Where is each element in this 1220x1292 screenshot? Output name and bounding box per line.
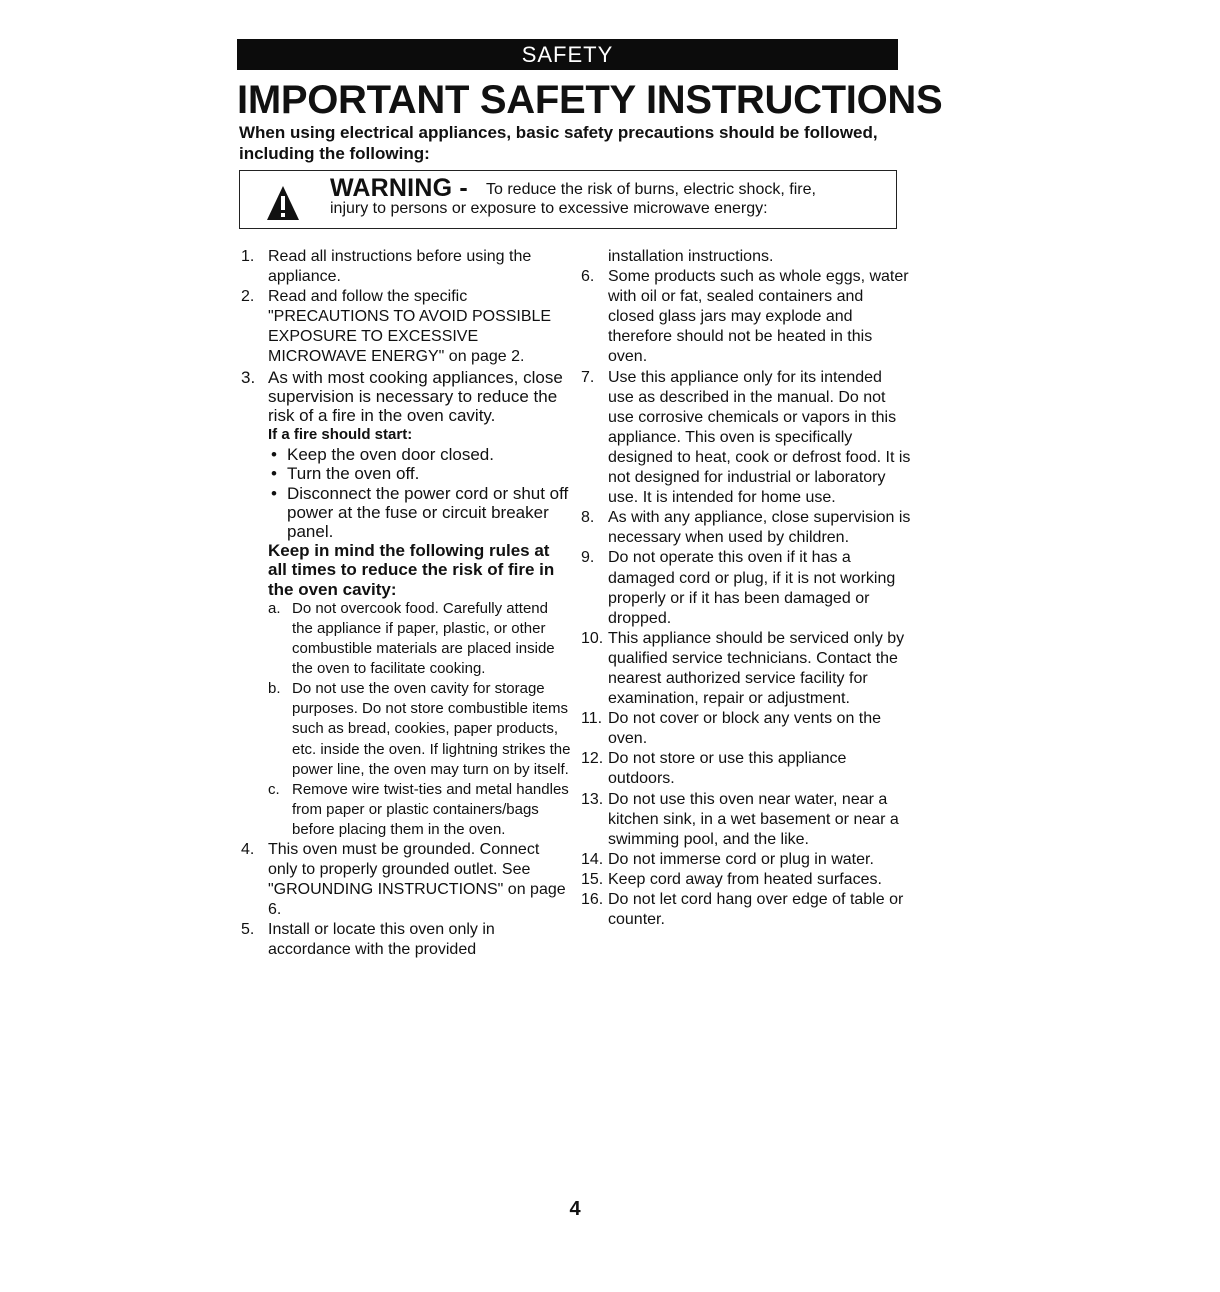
sub-item-b — [268, 679, 571, 779]
bullet-text: Turn the oven off. — [287, 464, 420, 484]
item-number: 5. — [241, 921, 255, 939]
list-item-5-continuation: installation instructions. — [608, 248, 774, 265]
list-item-14 — [581, 850, 911, 870]
warning-heading: WARNING - — [330, 174, 468, 202]
list-item-2 — [241, 287, 571, 367]
item-text: This appliance should be serviced only by qualified service technicians. Contact the nearest authorized service facility for examination, repair or adjustment. — [608, 629, 905, 708]
item-number: 13. — [581, 790, 604, 808]
section-label: SAFETY — [521, 42, 614, 67]
sub-item-label: c. — [268, 780, 280, 798]
bullet-item — [268, 484, 571, 542]
instructions-left-column — [241, 247, 571, 961]
bullet-icon: • — [271, 445, 277, 465]
sub-item-text: Do not use the oven cavity for storage purposes. Do not store combustible items such as bread, cookies, paper products, etc. inside the oven. If lightning strikes the power line, the oven may turn on by itself. — [292, 680, 571, 778]
fire-subheading: If a fire should start: — [268, 426, 413, 444]
list-item-13 — [581, 790, 911, 850]
list-item-12 — [581, 749, 911, 789]
bullet-item — [268, 464, 571, 483]
item-text: Do not store or use this appliance outdoors. — [608, 750, 847, 788]
item-number: 7. — [581, 368, 595, 386]
item-text: This oven must be grounded. Connect only to properly grounded outlet. See "GROUNDING INSTRUCTIONS" on page 6. — [268, 841, 566, 919]
warning-triangle-icon — [266, 185, 300, 221]
item-number: 12. — [581, 750, 604, 768]
item-number: 15. — [581, 870, 604, 888]
item-text: Do not operate this oven if it has a damaged cord or plug, if it is not working properly or if it has been damaged or dropped. — [608, 549, 896, 627]
list-item-7 — [581, 368, 911, 509]
item-text: Install or locate this oven only in accordance with the provided — [268, 921, 495, 959]
sub-item-a — [268, 599, 571, 679]
bullet-text: Disconnect the power cord or shut off power at the fuse or circuit breaker panel. — [287, 483, 569, 542]
sub-item-label: b. — [268, 680, 281, 698]
sub-item-text: Remove wire twist-ties and metal handles from paper or plastic containers/bags before placing them in the oven. — [292, 780, 569, 838]
warning-text-line-1: To reduce the risk of burns, electric shock, fire, — [486, 181, 816, 198]
item-text: Some products such as whole eggs, water with oil or fat, sealed containers and closed glass jars may explode and therefore should not be heated in this oven. — [608, 268, 909, 366]
item-number: 4. — [241, 841, 255, 859]
bullet-icon: • — [271, 464, 277, 484]
bullet-icon: • — [271, 483, 277, 503]
list-item-3 — [241, 368, 571, 840]
sub-item-text: Do not overcook food. Carefully attend the appliance if paper, plastic, or other combustible materials are placed inside the oven to facilitate cooking. — [292, 599, 555, 678]
list-item-11 — [581, 709, 911, 749]
bullet-item — [268, 445, 571, 464]
item-number: 9. — [581, 549, 595, 567]
list-item-9 — [581, 548, 911, 628]
item-text: As with most cooking appliances, close supervision is necessary to reduce the risk of a fire in the oven cavity. — [268, 367, 563, 425]
item-text: Do not use this oven near water, near a kitchen sink, in a wet basement or near a swimming pool, and the like. — [608, 790, 899, 848]
item-number: 6. — [581, 268, 595, 286]
item-number: 10. — [581, 629, 604, 647]
section-header-bar — [237, 39, 898, 70]
warning-text-line-2: injury to persons or exposure to excessive microwave energy: — [330, 200, 768, 217]
item-text: Do not immerse cord or plug in water. — [608, 850, 874, 868]
item-text: Read all instructions before using the appliance. — [268, 248, 532, 286]
list-item-16 — [581, 890, 911, 930]
item-text: Do not let cord hang over edge of table or counter. — [608, 891, 904, 929]
intro-text: When using electrical appliances, basic safety precautions should be followed, including the following: — [239, 123, 878, 163]
list-item-8 — [581, 508, 911, 548]
list-item-1 — [241, 247, 571, 287]
item-number: 16. — [581, 891, 604, 908]
item-text: Keep cord away from heated surfaces. — [608, 870, 882, 888]
list-item-6 — [581, 267, 911, 367]
item-text: As with any appliance, close supervision is necessary when used by children. — [608, 509, 911, 547]
list-item-5 — [241, 920, 571, 960]
item-number: 11. — [581, 710, 603, 728]
item-number: 14. — [581, 850, 604, 868]
list-item-15 — [581, 870, 911, 890]
item-text: Read and follow the specific "PRECAUTIONS TO AVOID POSSIBLE EXPOSURE TO EXCESSIVE MICROWAVE ENERGY" on page 2. — [268, 288, 552, 366]
item-number: 2. — [241, 288, 255, 306]
rules-subheading: Keep in mind the following rules at all times to reduce the risk of fire in the oven cavity: — [268, 541, 555, 599]
item-text: Use this appliance only for its intended use as described in the manual. Do not use corrosive chemicals or vapors in this appliance. This oven is specifically designed to heat, cook or defrost food. It is not designed for industrial or laboratory use. It is intended for home use. — [608, 368, 911, 507]
page-number: 4 — [569, 1198, 581, 1220]
page-title: IMPORTANT SAFETY INSTRUCTIONS — [237, 78, 943, 122]
item-number: 1. — [241, 248, 255, 265]
item-number: 3. — [241, 367, 256, 387]
list-item-10 — [581, 629, 911, 709]
warning-box — [239, 170, 897, 229]
item-number: 8. — [581, 509, 595, 527]
sub-item-c — [268, 780, 571, 840]
sub-item-label: a. — [268, 599, 281, 617]
list-item-4 — [241, 840, 571, 920]
item-text: Do not cover or block any vents on the oven. — [608, 710, 882, 748]
instructions-right-column — [581, 247, 911, 930]
bullet-text: Keep the oven door closed. — [287, 445, 494, 465]
